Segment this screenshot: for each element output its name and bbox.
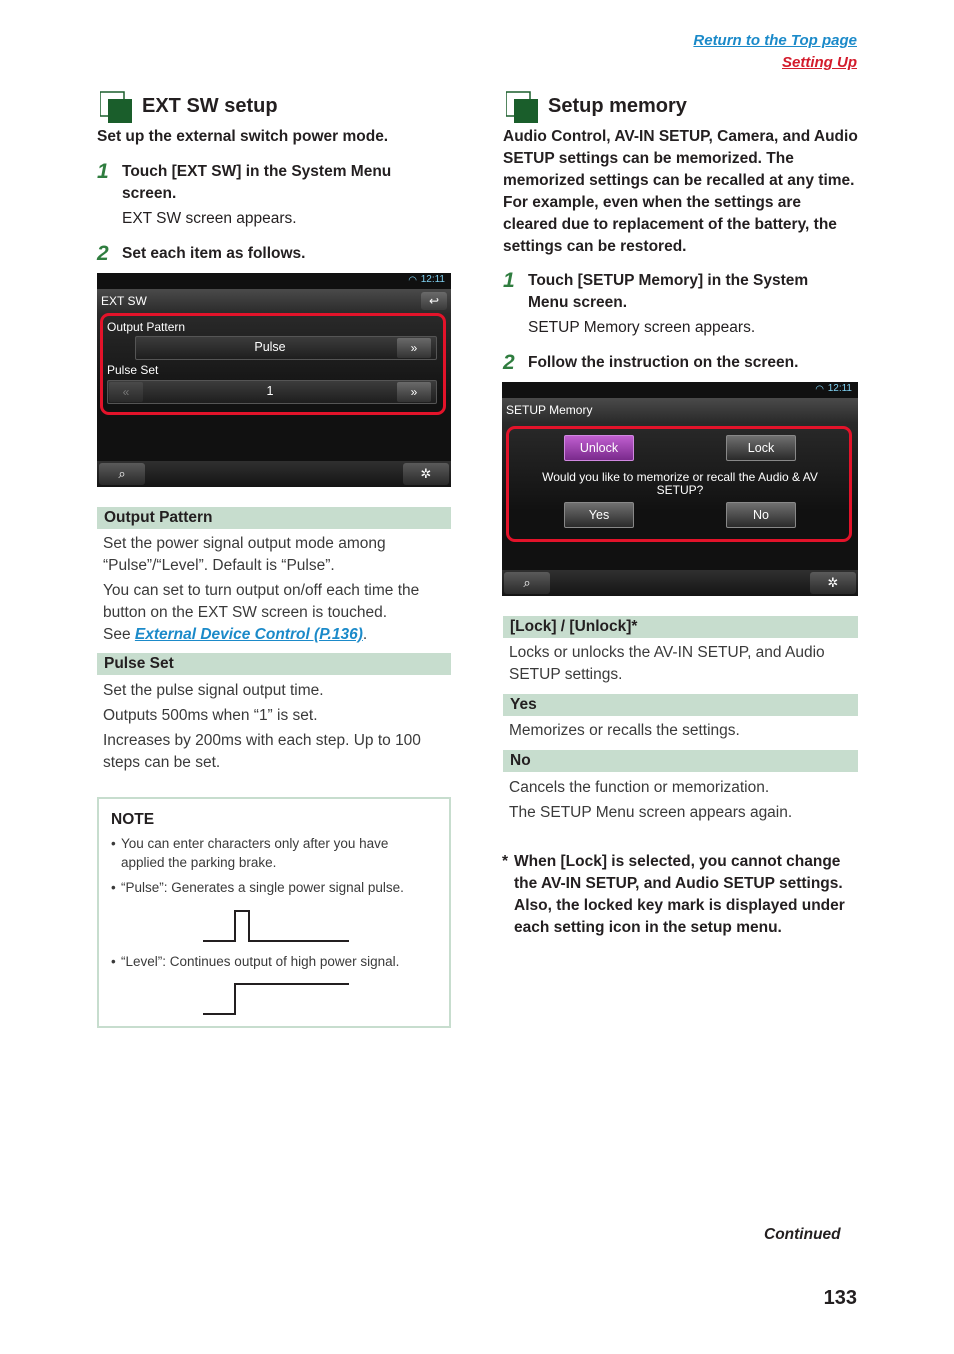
screen-title-bar (502, 398, 858, 422)
def-no-line2: The SETUP Menu screen appears again. (509, 804, 793, 821)
setup-memory-step2-number: 2 (503, 351, 515, 374)
continued-label: Continued (764, 1226, 841, 1243)
wifi-icon: ◠ (408, 275, 417, 286)
search-icon[interactable]: ⌕ (99, 463, 145, 485)
def-output-pattern-line1: Set the power signal output mode among “Pulse”/“Level”. Default is “Pulse”. (103, 535, 386, 574)
section-marker-icon (100, 91, 132, 123)
footnote-text: When [Lock] is selected, you cannot change the AV-IN SETUP, and Audio SETUP settings. Also, the locked key mark is displayed under each setting icon in the setup menu. (514, 853, 845, 936)
yes-button[interactable]: Yes (564, 502, 634, 528)
output-pattern-next-button[interactable]: » (397, 338, 431, 358)
note-item: • You can enter characters only after you have applied the parking brake. (111, 836, 389, 870)
see-prefix: See (103, 626, 135, 643)
section-marker-icon (506, 91, 538, 123)
confirm-message: Would you like to memorize or recall the Audio & AV SETUP? (542, 470, 818, 497)
def-yes-header: Yes (503, 694, 858, 716)
note-box (97, 797, 451, 1028)
setup-memory-step2-text: Follow the instruction on the screen. (528, 354, 799, 371)
def-pulse-set-header: Pulse Set (97, 653, 451, 675)
back-button[interactable]: ↩ (421, 292, 447, 310)
status-bar (97, 273, 451, 289)
status-time: 12:11 (827, 383, 852, 394)
pulse-set-value: 1 (266, 384, 274, 398)
setting-up-link[interactable]: Setting Up (782, 54, 857, 71)
ext-sw-step1-text: Touch [EXT SW] in the System Menu screen. (122, 163, 392, 202)
def-lock-unlock-line1: Locks or unlocks the AV-IN SETUP, and Audio SETUP settings. (509, 644, 825, 683)
pulse-set-prev-button[interactable]: « (109, 382, 143, 402)
lock-button[interactable]: Lock (726, 435, 796, 461)
setup-memory-title: Setup memory (548, 95, 687, 117)
def-yes-line1: Memorizes or recalls the settings. (509, 722, 740, 739)
screen-title: SETUP Memory (506, 403, 593, 417)
setup-memory-step1-result: SETUP Memory screen appears. (528, 319, 756, 336)
no-button[interactable]: No (726, 502, 796, 528)
ext-sw-step1-result: EXT SW screen appears. (122, 210, 297, 227)
screen-title: EXT SW (101, 294, 147, 308)
note-item: • “Level”: Continues output of high power signal. (111, 954, 400, 969)
setup-memory-intro: Audio Control, AV-IN SETUP, Camera, and Audio SETUP settings can be memorized. The memorized settings can be recalled at any time. For example, even when the settings are cleared due to replacement of the battery, the settings can be restored. (503, 128, 858, 255)
output-pattern-label: Output Pattern (107, 320, 186, 334)
def-pulse-set-line2: Outputs 500ms when “1” is set. (103, 707, 318, 724)
def-output-pattern-header: Output Pattern (97, 507, 451, 529)
page-number: 133 (823, 1287, 857, 1309)
return-top-link[interactable]: Return to the Top page (693, 32, 857, 49)
def-pulse-set-line1: Set the pulse signal output time. (103, 682, 324, 699)
setup-memory-heading (506, 91, 846, 123)
ext-sw-step2-text: Set each item as follows. (122, 245, 306, 262)
wifi-icon: ◠ (815, 384, 824, 395)
pulse-waveform-diagram (203, 909, 349, 945)
see-suffix: . (362, 626, 368, 643)
footnote-mark: * (502, 853, 509, 870)
setup-memory-screen (502, 382, 858, 596)
def-lock-unlock-header: [Lock] / [Unlock]* (503, 616, 858, 638)
def-output-pattern-line2: You can set to turn output on/off each time the button on the EXT SW screen is touched. (103, 582, 420, 621)
def-pulse-set-line3: Increases by 200ms with each step. Up to 100 steps can be set. (103, 732, 421, 771)
def-no-line1: Cancels the function or memorization. (509, 779, 770, 796)
ext-sw-title: EXT SW setup (142, 95, 278, 117)
ext-sw-step2-number: 2 (97, 242, 109, 265)
screen-title-bar (97, 289, 451, 313)
screen-bottom-bar (502, 570, 858, 596)
setup-memory-step1-number: 1 (503, 269, 515, 292)
output-pattern-value: Pulse (254, 340, 286, 354)
pulse-set-next-button[interactable]: » (397, 382, 431, 402)
level-waveform-diagram (203, 982, 349, 1016)
pulse-set-label: Pulse Set (107, 363, 159, 377)
def-no-header: No (503, 750, 858, 772)
def-output-pattern-see (103, 624, 443, 646)
note-title: NOTE (111, 811, 155, 828)
status-bar (502, 382, 858, 398)
ext-sw-intro: Set up the external switch power mode. (97, 128, 389, 145)
unlock-button[interactable]: Unlock (564, 435, 634, 461)
gear-icon[interactable]: ✲ (810, 572, 856, 594)
note-item: • “Pulse”: Generates a single power signal pulse. (111, 880, 404, 895)
ext-sw-step1-number: 1 (97, 160, 109, 183)
search-icon[interactable]: ⌕ (504, 572, 550, 594)
screen-bottom-bar (97, 461, 451, 487)
status-time: 12:11 (420, 274, 445, 285)
setup-memory-step1-text: Touch [SETUP Memory] in the System Menu screen. (528, 272, 809, 311)
external-device-control-link[interactable]: External Device Control (P.136) (134, 626, 363, 643)
ext-sw-screen (97, 273, 451, 487)
gear-icon[interactable]: ✲ (403, 463, 449, 485)
ext-sw-heading (100, 91, 440, 123)
